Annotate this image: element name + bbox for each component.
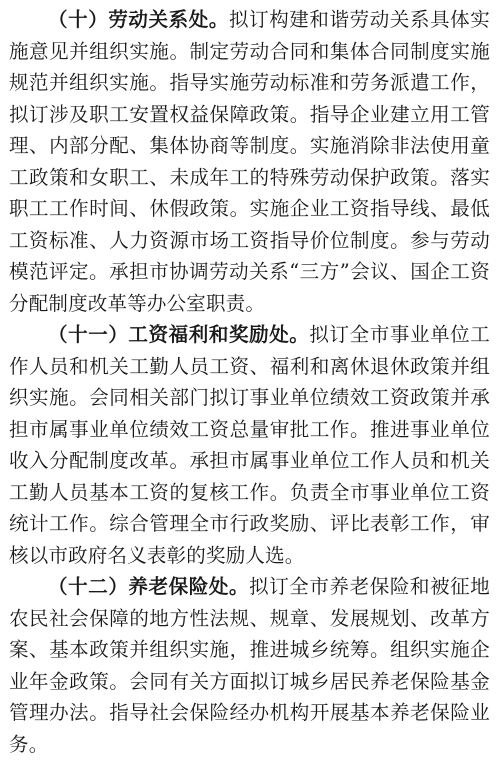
section-heading: （十一）工资福利和奖励处。 <box>48 323 310 346</box>
section-body: 拟订全市养老保险和被征地农民社会保障的地方性法规、规章、发展规划、改革方案、基本政策并组织实施，推进城乡统筹。组织实施企业年金政策。会同有关方面拟订城乡居民养老保险基金管理办法。指导社会保险经办机构开展基本养老保险业务。 <box>9 575 490 756</box>
section-labor-relations <box>9 4 490 319</box>
section-body: 拟订全市事业单位工作人员和机关工勤人员工资、福利和离休退休政策并组织实施。会同相关部门拟订事业单位绩效工资政策并承担市属事业单位绩效工资总量审批工作。推进事业单位收入分配制度改革。承担市属事业单位工作人员和机关工勤人员基本工资的复核工作。负责全市事业单位工资统计工作。综合管理全市行政奖励、评比表彰工作，审核以市政府名义表彰的奖励人选。 <box>9 323 490 567</box>
section-wages-welfare-rewards <box>9 319 490 571</box>
section-heading: （十二）养老保险处。 <box>48 575 250 598</box>
section-body: 拟订构建和谐劳动关系具体实施意见并组织实施。制定劳动合同和集体合同制度实施规范并组织实施。指导实施劳动标准和劳务派遣工作，拟订涉及职工安置权益保障政策。指导企业建立用工管理、内部分配、集体协商等制度。实施消除非法使用童工政策和女职工、未成年工的特殊劳动保护政策。落实职工工作时间、休假政策。实施企业工资指导线、最低工资标准、人力资源市场工资指导价位制度。参与劳动模范评定。承担市协调劳动关系“三方”会议、国企工资分配制度改革等办公室职责。 <box>9 8 490 315</box>
section-pension-insurance <box>9 571 490 760</box>
section-heading: （十）劳动关系处。 <box>48 8 229 31</box>
